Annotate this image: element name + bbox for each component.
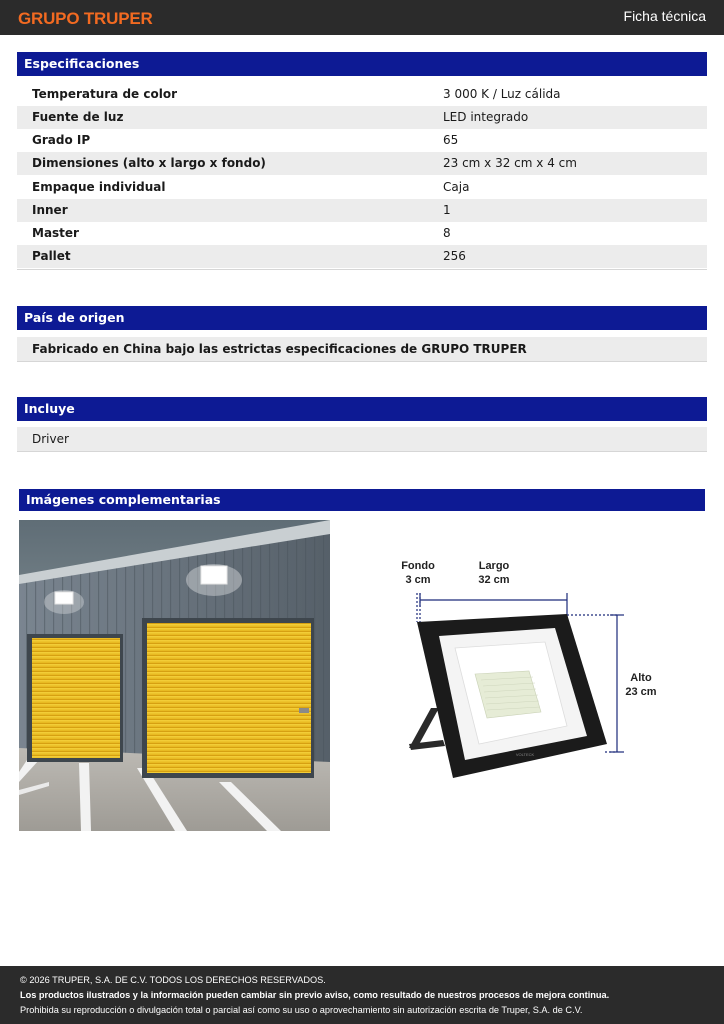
spec-value: 8 bbox=[443, 226, 451, 240]
spec-label: Empaque individual bbox=[32, 180, 166, 194]
floodlight-dimension-diagram bbox=[395, 550, 665, 790]
spec-value: 256 bbox=[443, 249, 466, 263]
specs-section-title: Especificaciones bbox=[17, 52, 707, 76]
spec-value: 65 bbox=[443, 133, 459, 147]
largo-label: Largo bbox=[478, 560, 510, 572]
spec-row-master bbox=[17, 222, 707, 245]
images-section-title: Imágenes complementarias bbox=[19, 489, 705, 511]
footer bbox=[0, 966, 724, 1024]
brand-logo[interactable]: GRUPO TRUPER bbox=[18, 9, 153, 28]
storage-units-photo bbox=[19, 520, 330, 831]
includes-item: Driver bbox=[17, 427, 707, 451]
footer-legal: Prohibida su reproducción o divulgación total o parcial así como su uso o aprovechamiento sin autorización escrita de Truper, S.A. de C.V. bbox=[20, 1005, 583, 1015]
alto-label: Alto bbox=[630, 672, 652, 684]
spec-label: Fuente de luz bbox=[32, 110, 124, 124]
spec-label: Temperatura de color bbox=[32, 87, 177, 101]
origin-divider bbox=[17, 361, 707, 362]
specs-divider bbox=[17, 269, 707, 270]
spec-row-color-temp bbox=[17, 83, 707, 106]
origin-text: Fabricado en China bajo las estrictas especificaciones de GRUPO TRUPER bbox=[17, 337, 707, 361]
footer-notice: Los productos ilustrados y la información pueden cambiar sin previo aviso, como resultado de nuestros procesos de mejora continua. bbox=[20, 990, 610, 1000]
product-brand-mark: VOLTECK bbox=[515, 752, 535, 757]
spec-label: Master bbox=[32, 226, 79, 240]
spec-value: 23 cm x 32 cm x 4 cm bbox=[443, 156, 577, 170]
spec-label: Grado IP bbox=[32, 133, 91, 147]
origin-section-title: País de origen bbox=[17, 306, 707, 330]
fondo-value: 3 cm bbox=[405, 574, 431, 586]
spec-row-light-source bbox=[17, 106, 707, 129]
includes-divider bbox=[17, 451, 707, 452]
spec-label: Pallet bbox=[32, 249, 71, 263]
spec-row-dimensions bbox=[17, 152, 707, 175]
document-type: Ficha técnica bbox=[623, 8, 706, 24]
largo-value: 32 cm bbox=[478, 574, 510, 586]
spec-row-inner bbox=[17, 199, 707, 222]
footer-copyright: © 2026 TRUPER, S.A. DE C.V. TODOS LOS DERECHOS RESERVADOS. bbox=[20, 975, 326, 985]
includes-section-title: Incluye bbox=[17, 397, 707, 421]
spec-label: Dimensiones (alto x largo x fondo) bbox=[32, 156, 266, 170]
spec-row-pallet bbox=[17, 245, 707, 268]
spec-label: Inner bbox=[32, 203, 68, 217]
spec-value: LED integrado bbox=[443, 110, 529, 124]
spec-row-ip-grade bbox=[17, 129, 707, 152]
spec-value: 1 bbox=[443, 203, 451, 217]
spec-value: Caja bbox=[443, 180, 470, 194]
spec-row-packaging bbox=[17, 176, 707, 199]
spec-value: 3 000 K / Luz cálida bbox=[443, 87, 561, 101]
alto-value: 23 cm bbox=[625, 686, 657, 698]
top-bar bbox=[0, 0, 724, 35]
fondo-label: Fondo bbox=[401, 560, 435, 572]
